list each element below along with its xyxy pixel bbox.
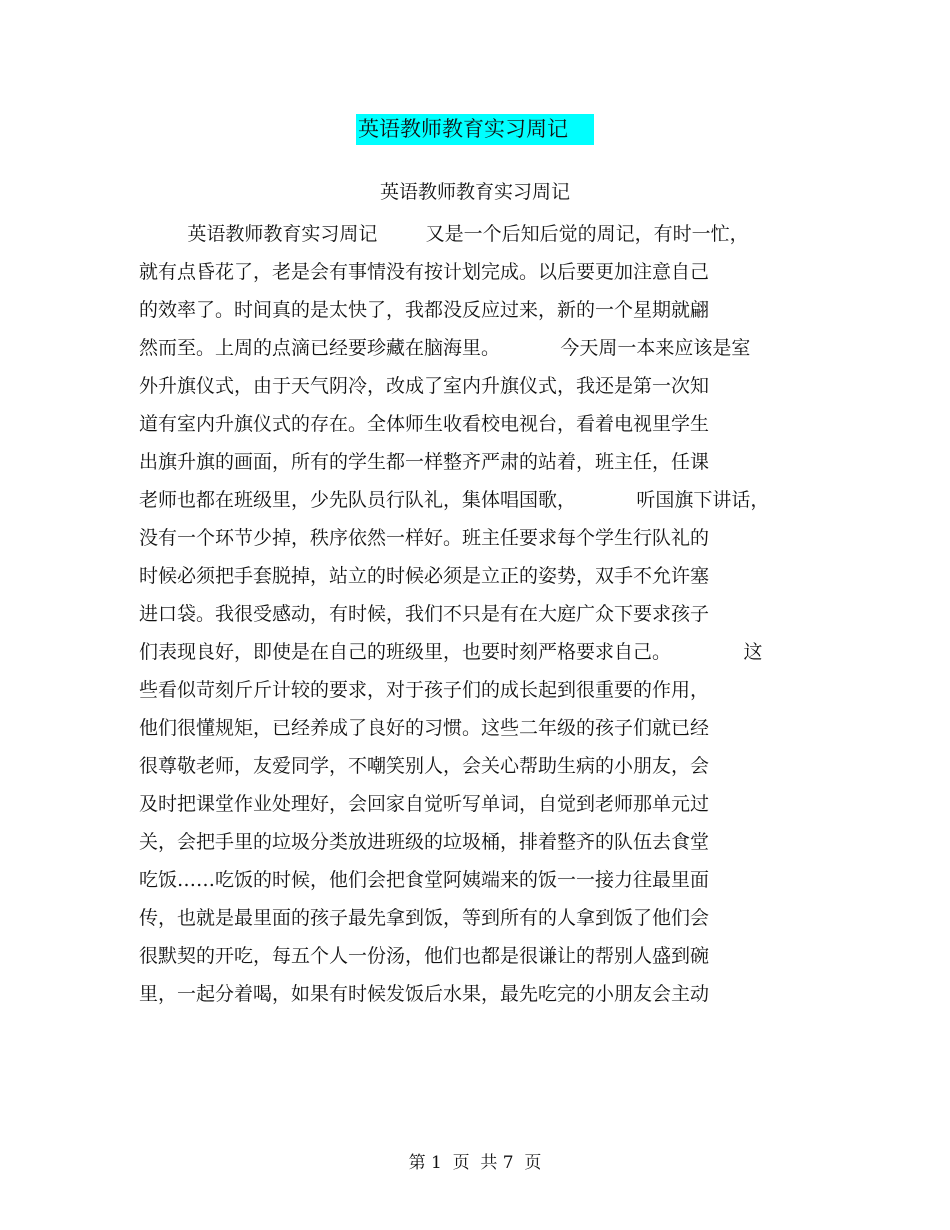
body-line: 进口袋。我很受感动，有时候，我们不只是有在大庭广众下要求孩子 [139,603,710,625]
body-line: 然而至。上周的点滴已经要珍藏在脑海里。 今天周一本来应该是室 [139,337,751,359]
body-line: 很尊敬老师，友爱同学，不嘲笑别人，会关心帮助生病的小朋友，会 [139,755,710,777]
body-line: 些看似苛刻斤斤计较的要求，对于孩子们的成长起到很重要的作用， [139,679,710,701]
body-line: 老师也都在班级里，少先队员行队礼，集体唱国歌， 听国旗下讲话， [139,489,770,511]
page-number: 第 1 页 共 7 页 [408,1153,542,1173]
body-line: 没有一个环节少掉，秩序依然一样好。班主任要求每个学生行队礼的 [139,527,710,549]
body-line: 他们很懂规矩，已经养成了良好的习惯。这些二年级的孩子们就已经 [139,717,710,739]
body-line: 吃饭……吃饭的时候，他们会把食堂阿姨端来的饭一一接力往最里面 [139,869,710,891]
body-line: 很默契的开吃，每五个人一份汤，他们也都是很谦让的帮别人盛到碗 [139,945,710,967]
body-line: 的效率了。时间真的是太快了，我都没反应过来，新的一个星期就翩 [139,299,710,321]
body-line: 时候必须把手套脱掉，站立的时候必须是立正的姿势，双手不允许塞 [139,565,710,587]
document-subtitle: 英语教师教育实习周记 [379,181,570,203]
body-line: 传，也就是最里面的孩子最先拿到饭，等到所有的人拿到饭了他们会 [139,907,710,929]
body-line: 就有点昏花了，老是会有事情没有按计划完成。以后要更加注意自己 [139,261,710,283]
page-footer [0,1151,950,1175]
body-line: 出旗升旗的画面，所有的学生都一样整齐严肃的站着，班主任，任课 [139,451,710,473]
body-line: 及时把课堂作业处理好，会回家自觉听写单词，自觉到老师那单元过 [139,793,710,815]
body-line: 关，会把手里的垃圾分类放进班级的垃圾桶，排着整齐的队伍去食堂 [139,831,710,853]
body-line: 外升旗仪式，由于天气阴冷，改成了室内升旗仪式，我还是第一次知 [139,375,710,397]
body-line: 们表现良好，即使是在自己的班级里，也要时刻严格要求自己。 这 [139,641,763,663]
body-line: 里，一起分着喝，如果有时候发饭后水果，最先吃完的小朋友会主动 [139,983,710,1005]
document-title: 英语教师教育实习周记 [356,114,594,145]
body-line: 道有室内升旗仪式的存在。全体师生收看校电视台，看着电视里学生 [139,413,710,435]
body-line: 英语教师教育实习周记 又是一个后知后觉的周记，有时一忙， [139,223,749,245]
document-body [139,220,819,1018]
title-container [0,114,950,145]
